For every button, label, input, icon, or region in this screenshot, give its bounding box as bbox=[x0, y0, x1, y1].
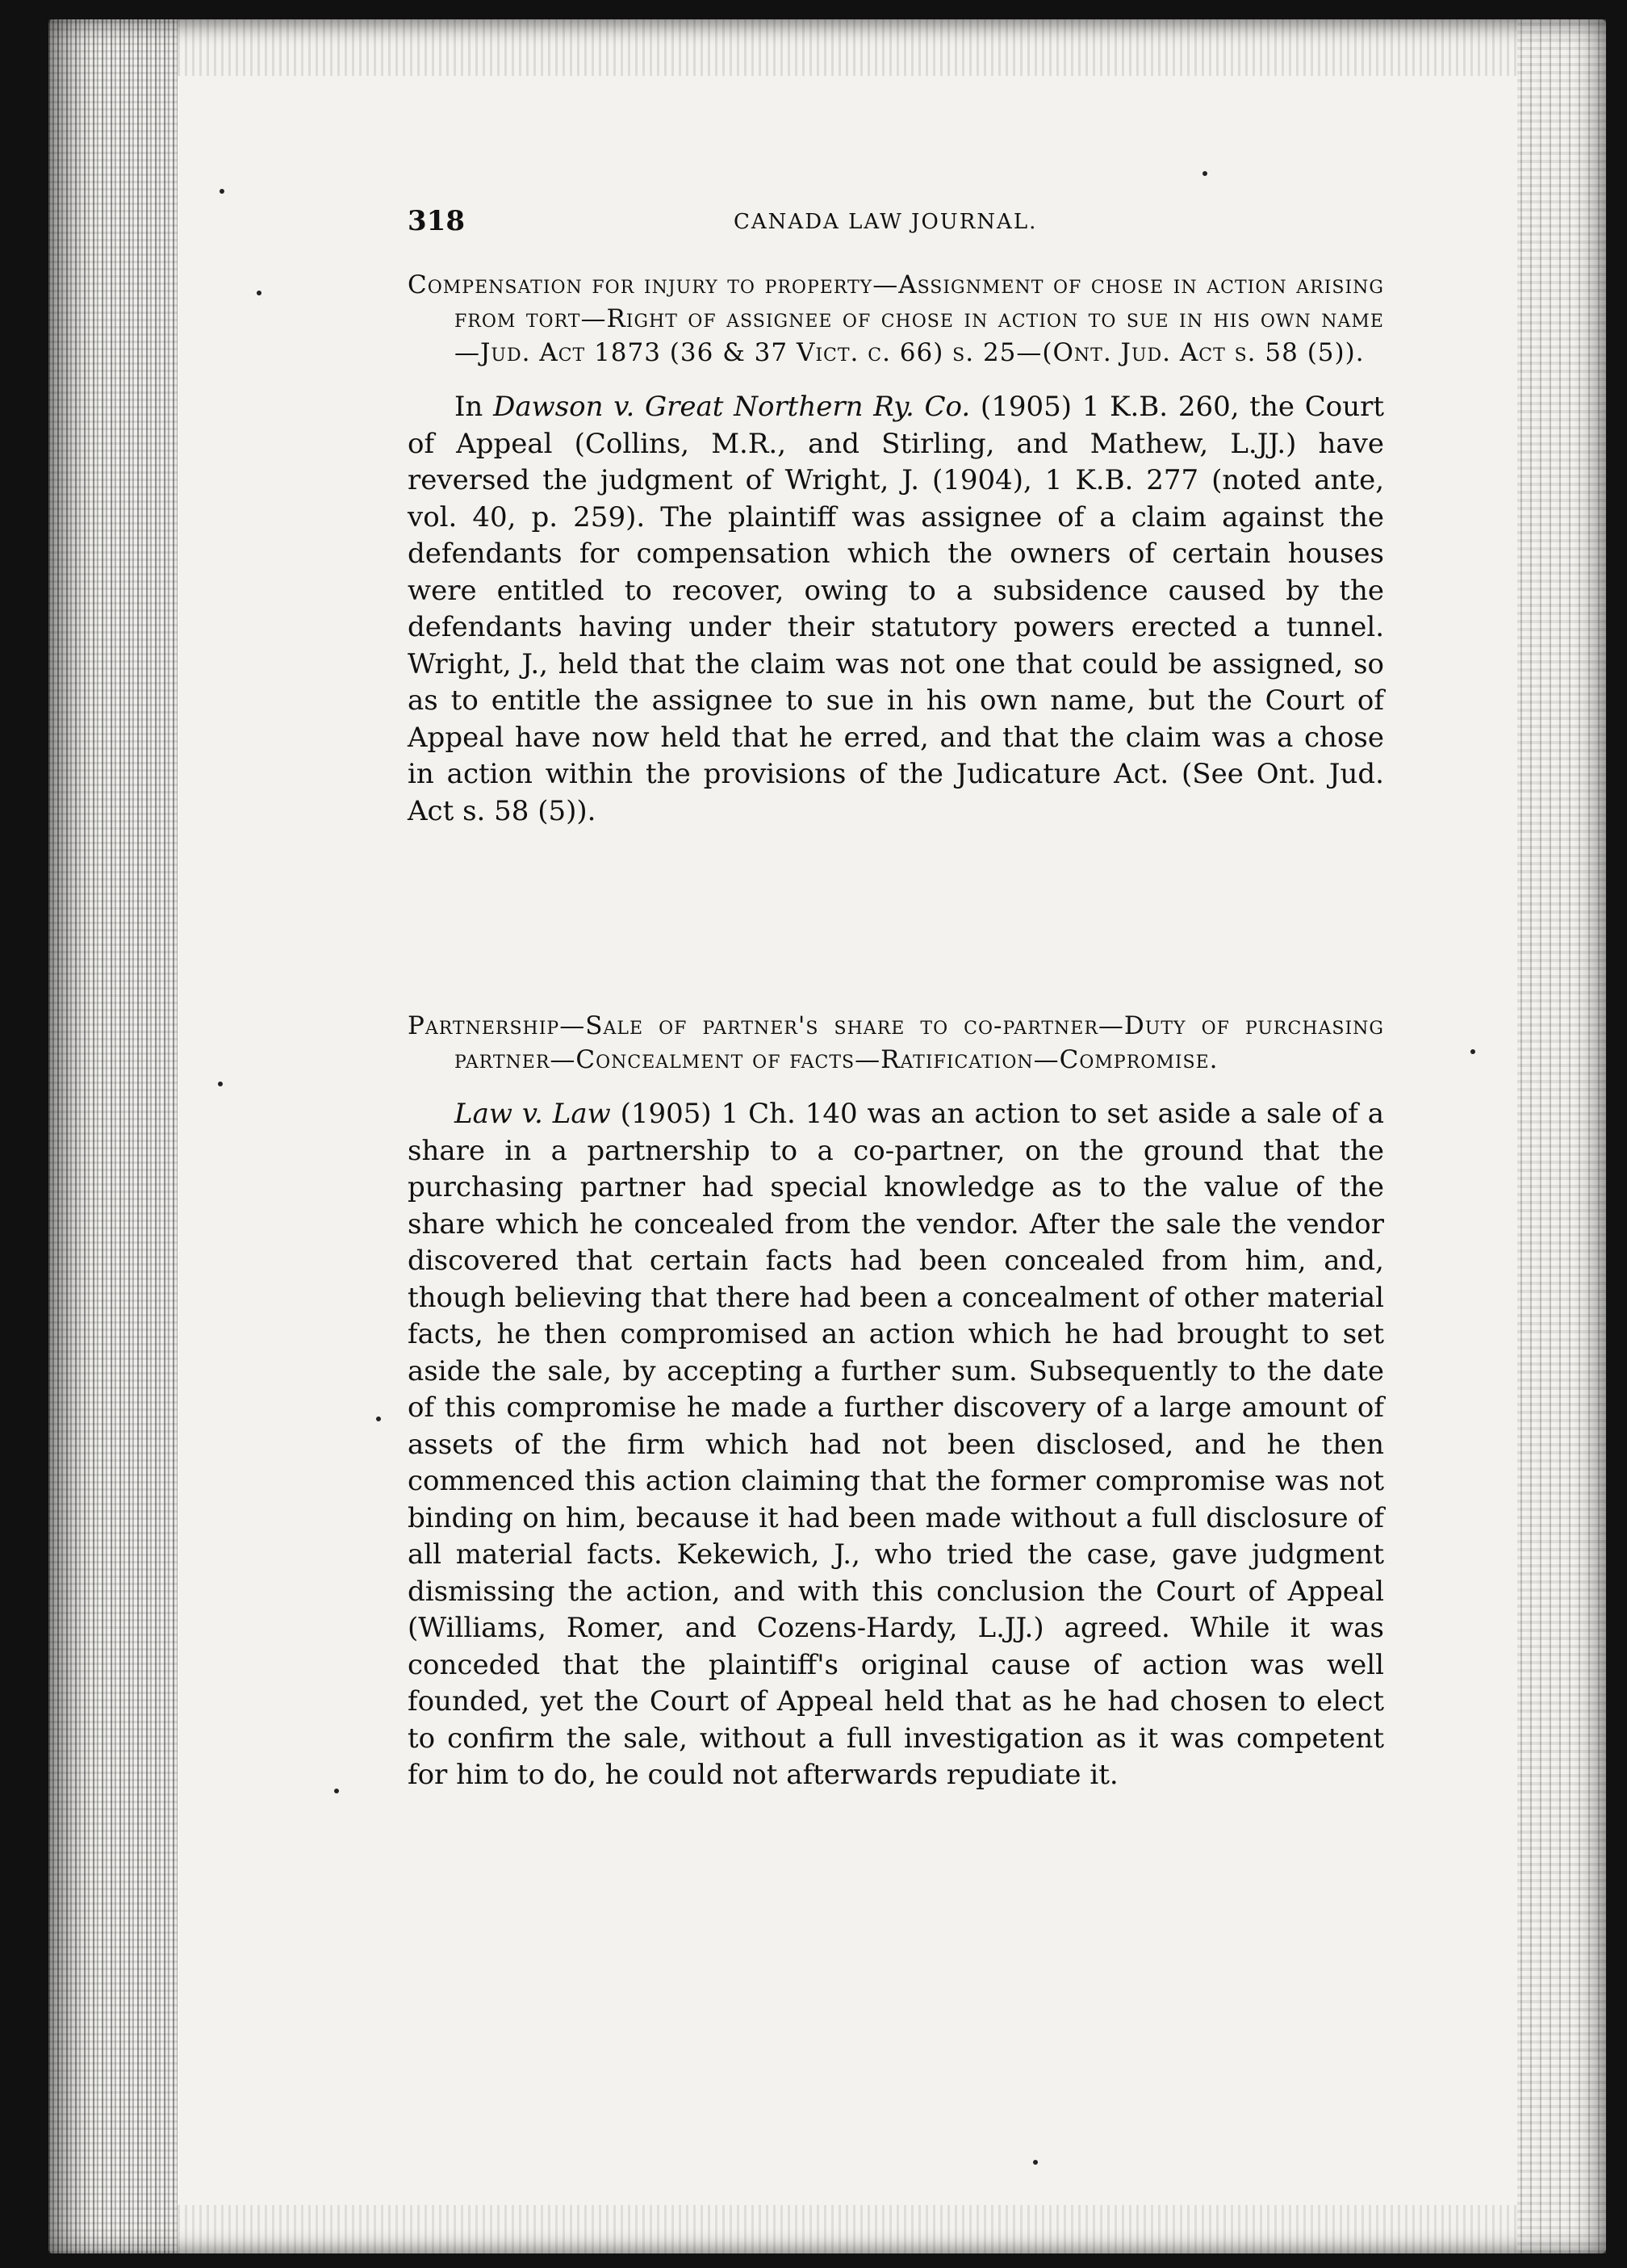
scan-noise-left bbox=[48, 19, 178, 2253]
running-head bbox=[408, 205, 1384, 245]
scan-noise-bottom bbox=[178, 2205, 1517, 2253]
body-prefix: In bbox=[454, 391, 494, 423]
section-headnote: Partnership—Sale of partner's share to co-partner—Duty of purchasing partner—Concealment of facts—Ratification—Compromise. bbox=[408, 1011, 1384, 1074]
scan-speck bbox=[1033, 2160, 1038, 2165]
section-body bbox=[408, 389, 1384, 830]
scan-speck bbox=[1470, 1049, 1475, 1054]
section-headnote: Compensation for injury to property—Assignment of chose in action arising from tort—Right of assignee of chose in action to sue in his own name—Jud. Act 1873 (36 & 37 Vict. c. 66) s. 25—(Ont. Jud. Act s. 58 (5)). bbox=[408, 270, 1384, 367]
scan-speck bbox=[257, 291, 261, 295]
section-body bbox=[408, 1096, 1384, 1794]
page-number: 318 bbox=[408, 205, 465, 237]
scan-speck bbox=[334, 1789, 339, 1793]
body-text: (1905) 1 Ch. 140 was an action to set aside a sale of a share in a partnership to a co-partner, on the ground that the purchasing partner had special knowledge as to the value of the share which he concealed from the vendor. After the sale the vendor discovered that certain facts had been concealed from him, and, though believing that there had been a concealment of other material facts, he then compromised an action which he had brought to set aside the sale, by accepting a further sum. Subsequently to the date of this compromise he made a further discovery of a large amount of assets of the firm which had not been disclosed, and he then commenced this action claiming that the former compromise was not binding on him, because it had been made without a full disclosure of all material facts. Kekewich, J., who tried the case, gave judgment dismissing the action, and with this conclusion the Court of Appeal (Williams, Romer, and Cozens-Hardy, L.JJ.) agreed. While it was conceded that the plaintiff's original cause of action was well founded, yet the Court of Appeal held that as he had chosen to elect to confirm the sale, without a full investigation as it was competent for him to do, he could not afterwards repudiate it. bbox=[408, 1098, 1385, 1791]
article-section-1 bbox=[408, 268, 1384, 830]
journal-title: CANADA LAW JOURNAL. bbox=[734, 210, 1038, 234]
article-section-2 bbox=[408, 1009, 1384, 1794]
scan-speck bbox=[376, 1416, 381, 1421]
scan-noise-top bbox=[178, 19, 1517, 76]
scan-speck bbox=[220, 189, 224, 194]
case-name: Law v. Law bbox=[454, 1098, 611, 1130]
scan-speck bbox=[218, 1082, 223, 1086]
body-text: (1905) 1 K.B. 260, the Court of Appeal (Collins, M.R., and Stirling, and Mathew, L.JJ.) have reversed the judgment of Wright, J. (1904), 1 K.B. 277 (noted ante, vol. 40, p. 259). The plaintiff was assignee of a claim against the defendants for compensation which the owners of certain houses were entitled to recover, owing to a subsidence caused by the defendants having under their statutory powers erected a tunnel. Wright, J., held that the claim was not one that could be assigned, so as to entitle the assignee to sue in his own name, but the Court of Appeal have now held that he erred, and that the claim was a chose in action within the provisions of the Judicature Act. (See Ont. Jud. Act s. 58 (5)). bbox=[408, 391, 1385, 827]
scan-speck bbox=[1202, 171, 1207, 176]
case-name: Dawson v. Great Northern Ry. Co. bbox=[493, 391, 971, 423]
scan-noise-right bbox=[1517, 19, 1606, 2253]
